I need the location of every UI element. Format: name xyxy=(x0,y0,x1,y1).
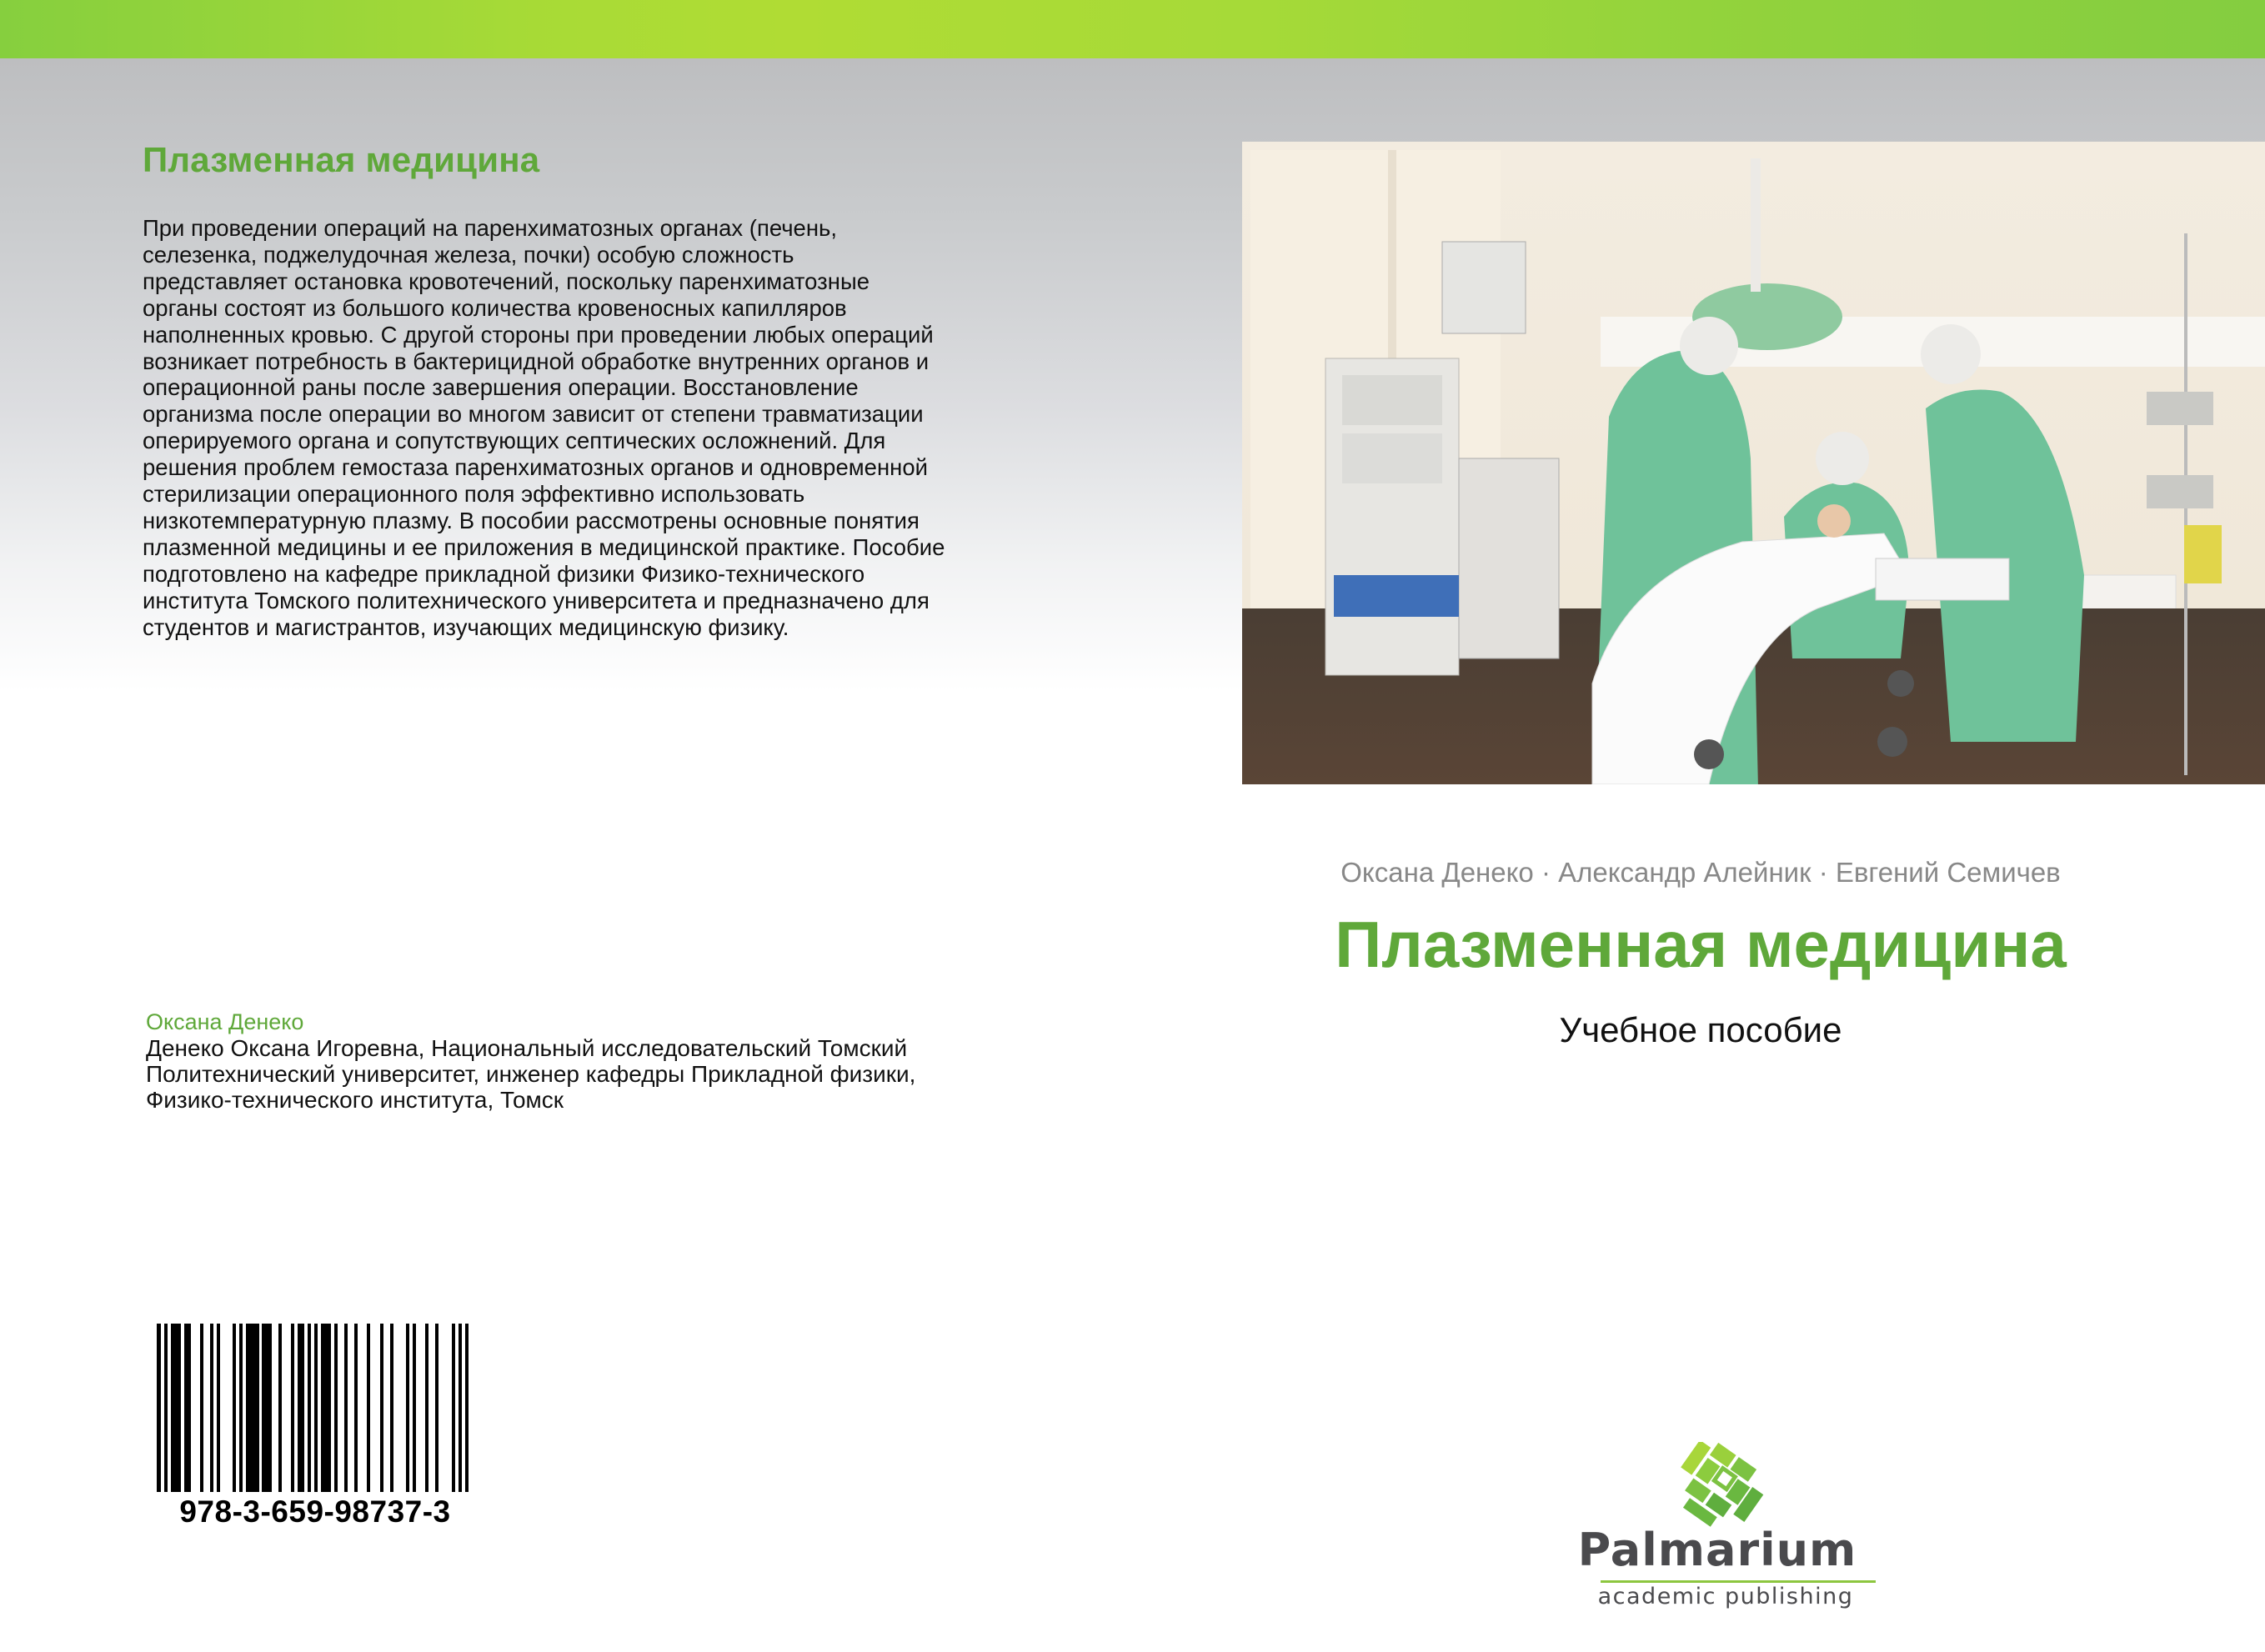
back-cover-title: Плазменная медицина xyxy=(143,140,540,179)
blurb-line: плазменной медицины и ее приложения в медицинской практике. Пособие xyxy=(143,533,945,560)
blurb-line: операционной раны после завершения операции. Восстановление xyxy=(143,374,859,401)
publisher-name: Palmarium xyxy=(1577,1524,1857,1576)
blurb-line: оперируемого органа и сопутствующих септических осложнений. Для xyxy=(143,428,886,454)
blurb-line: организма после операции во многом зависит от степени травматизации xyxy=(143,401,924,428)
cover-photo xyxy=(1242,142,2265,784)
blurb-line: селезенка, поджелудочная железа, почки) особую сложность xyxy=(143,241,794,268)
author-bio-text xyxy=(146,1035,1021,1113)
top-green-band xyxy=(0,0,2265,58)
publisher-tagline: academic publishing xyxy=(1597,1584,1854,1609)
author-bio-name: Оксана Денеко xyxy=(146,1009,304,1034)
blurb-line: органы состоят из большого количества кровеносных капилляров xyxy=(143,294,847,321)
palmarium-logo-icon xyxy=(1667,1442,1767,1534)
author-bio xyxy=(146,1009,1021,1113)
isbn-barcode xyxy=(157,1324,474,1532)
back-cover-blurb xyxy=(143,215,1010,641)
blurb-line: студентов и магистрантов, изучающих медицинскую физику. xyxy=(143,613,789,640)
publisher-divider xyxy=(1601,1580,1876,1583)
front-cover-authors: Оксана Денеко · Александр Алейник · Евгений Семичев xyxy=(1340,857,2061,888)
blurb-line: При проведении операций на паренхиматозных органах (печень, xyxy=(143,215,838,241)
blurb-line: представляет остановка кровотечений, поскольку паренхиматозные xyxy=(143,268,870,294)
bio-line: Денеко Оксана Игоревна, Национальный исследовательский Томский xyxy=(146,1035,908,1061)
blurb-line: стерилизации операционного поля эффективно использовать xyxy=(143,481,805,508)
publisher-logo xyxy=(1567,1442,1867,1609)
isbn-number: 978-3-659-98737-3 xyxy=(179,1494,451,1529)
barcode-icon xyxy=(157,1324,474,1492)
blurb-line: низкотемпературную плазму. В пособии рассмотрены основные понятия xyxy=(143,507,920,533)
bio-line: Физико-технического института, Томск xyxy=(146,1087,564,1113)
blurb-line: решения проблем гемостаза паренхиматозных органов и одновременной xyxy=(143,454,928,481)
front-cover-title: Плазменная медицина xyxy=(1335,908,2067,981)
blurb-line: института Томского политехнического университета и предназначено для xyxy=(143,587,930,613)
blurb-line: возникает потребность в бактерицидной обработке внутренних органов и xyxy=(143,348,930,374)
blurb-line: наполненных кровью. С другой стороны при проведении любых операций xyxy=(143,321,934,348)
bio-line: Политехнический университет, инженер кафедры Прикладной физики, xyxy=(146,1061,916,1087)
blurb-line: подготовлено на кафедре прикладной физики Физико-технического xyxy=(143,560,865,587)
front-cover-subtitle: Учебное пособие xyxy=(1559,1010,1842,1049)
operating-room-photo xyxy=(1242,142,2265,784)
